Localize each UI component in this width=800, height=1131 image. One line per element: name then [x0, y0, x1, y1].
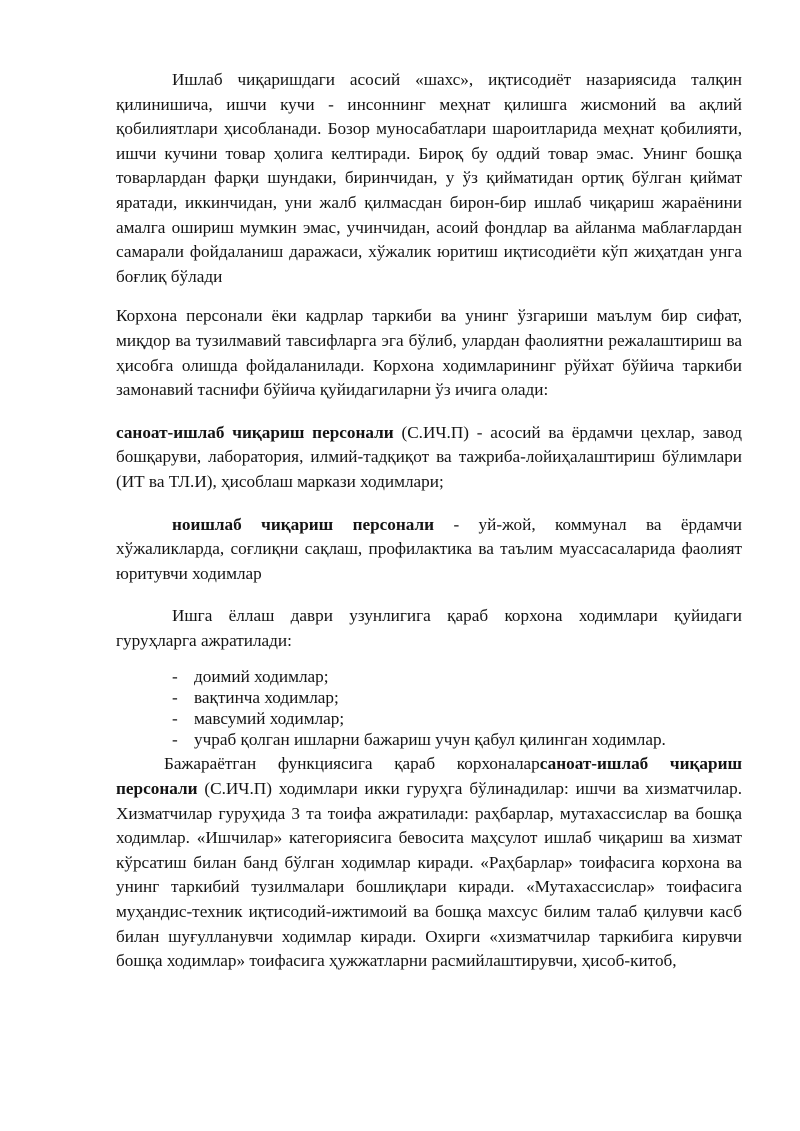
list-item-text: мавсумий ходимлар; [194, 709, 345, 729]
paragraph-hiring-groups: Ишга ёллаш даври узунлигига қараб корхона ходимлари қуйидаги гуруҳларга ажратилади: [116, 606, 742, 650]
paragraph-industrial-personnel [116, 421, 742, 495]
document-page [116, 68, 742, 974]
non-industrial-personnel-definition: - уй-жой, коммунал ва ёрдамчи хўжаликларда, соғлиқни сақлаш, профилактика ва таълим муассасаларида фаолият юритувчи ходимлар [116, 514, 742, 583]
term-industrial-personnel: саноат-ишлаб чиқариш персонали [116, 422, 394, 442]
list-item-text: вақтинча ходимлар; [194, 688, 339, 708]
paragraph-personnel: Корхона персонали ёки кадрлар таркиби ва унинг ўзгариши маълум бир сифат, миқдор ва тузилмавий тавсифларга эга бўлиб, улардан фаолиятни режалаштириш ва ҳисобга олишда фойдаланилади. Корхона ходимларининг рўйхат бўйича таркиби замонавий таснифи бўйича қуйидагиларни ўз ичига олади: [116, 306, 742, 400]
dash-marker: - [172, 730, 178, 750]
dash-marker: - [172, 688, 178, 708]
hiring-groups-list [116, 666, 742, 750]
paragraph-intro: Ишлаб чиқаришдаги асосий «шахс», иқтисодиёт назариясида талқин қилинишича, ишчи кучи - инсоннинг меҳнат қилишга жисмоний ва ақлий қобилиятлари ҳисобланади. Бозор муносабатлари шароитларида меҳнат қобилияти, ишчи кучини товар ҳолига келтиради. Бироқ бу оддий товар эмас. Унинг бошқа товарлардан фарқи шундаки, биринчидан, у ўз қийматидан ортиқ бўлган қиймат яратади, иккинчидан, уни жалб қилмасдан бирон-бир ишлаб чиқариш жараёнини амалга ошириш мумкин эмас, учинчидан, асоий фондлар ва айланма маблағлардан самарали фойдаланиш даражаси, хўжалик юритиш иқтисодиёти кўп жиҳатдан унга боғлиқ бўлади [116, 70, 742, 286]
list-item [172, 729, 742, 750]
list-item [172, 708, 742, 729]
term-industrial-personnel-2: саноат-ишлаб чиқариш персонали [116, 754, 742, 799]
list-item-text: учраб қолган ишларни бажариш учун қабул қилинган ходимлар. [194, 730, 666, 750]
paragraph-non-industrial-personnel [116, 513, 742, 587]
list-item [172, 666, 742, 687]
staff-categories-lead: Бажараётган функциясига қараб корхоналар [164, 754, 540, 774]
list-item [172, 687, 742, 708]
staff-categories-text: (С.ИЧ.П) ходимлари икки гуруҳга бўлинадилар: ишчи ва хизматчилар. Хизматчилар гуруҳида 3 та тоифа ажратилади: раҳбарлар, мутахассислар ва бошқа ходимлар. «Ишчилар» категориясига бевосита маҳсулот ишлаб чиқариш ва хизмат кўрсатиш билан банд бўлган ходимлар киради. «Раҳбарлар» тоифасига корхона ва унинг таркибий тузилмалари бошлиқлари киради. «Мутахассислар» тоифасига муҳандис-техник иқтисодий-ижтимоий ва бошқа махсус билим талаб қилувчи касб билан шуғулланувчи ходимлар киради. Охирги «хизматчилар таркибига кирувчи бошқа ходимлар» тоифасига ҳужжатларни расмийлаштирувчи, ҳисоб-китоб, [116, 779, 742, 971]
dash-marker: - [172, 709, 178, 729]
list-item-text: доимий ходимлар; [194, 667, 329, 687]
industrial-personnel-definition: (С.ИЧ.П) - асосий ва ёрдамчи цехлар, завод бошқаруви, лаборатория, илмий-тадқиқот ва тажриба-лойиҳалаштириш бўлимлари (ИТ ва ТЛ.И), ҳисоблаш маркази ходимлари; [116, 422, 742, 491]
paragraph-staff-categories [116, 752, 742, 973]
dash-marker: - [172, 667, 178, 687]
term-non-industrial-personnel: ноишлаб чиқариш персонали [172, 514, 435, 534]
